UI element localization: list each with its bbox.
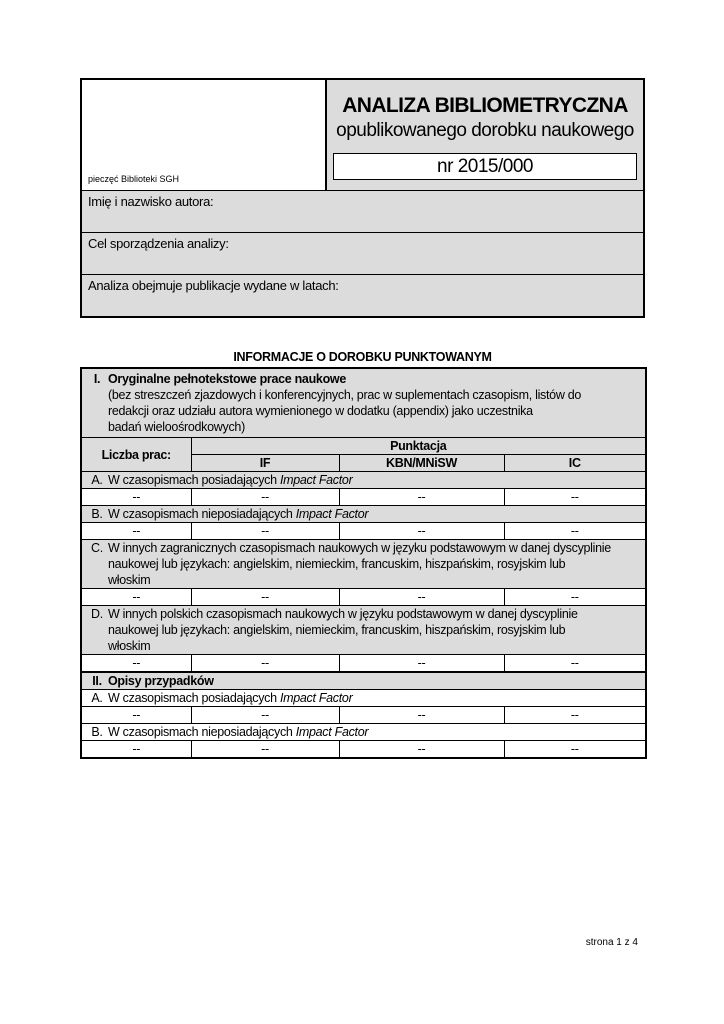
row-letter: A. — [91, 473, 103, 487]
row-letter: B. — [91, 725, 103, 739]
row-label-italic: Impact Factor — [279, 473, 353, 487]
value-cell[interactable]: -- — [504, 707, 646, 724]
row-label-line-3: włoskim — [108, 573, 151, 587]
value-cell[interactable]: -- — [191, 489, 339, 506]
value-cell[interactable]: -- — [339, 741, 504, 759]
row-label-line-2: naukowej lub językach: angielskim, niemieckim, francuskim, hiszpańskim, rosyjskim lub — [108, 623, 566, 637]
publication-years-field[interactable] — [82, 275, 643, 317]
author-name-field[interactable] — [82, 191, 643, 233]
row-letter: C. — [91, 541, 103, 555]
section-1-desc-line-3: badań wieloośrodkowych) — [108, 420, 245, 434]
stamp-label: pieczęć Biblioteki SGH — [88, 174, 180, 184]
document-title: ANALIZA BIBLIOMETRYCZNA — [342, 94, 628, 117]
value-cell[interactable]: -- — [339, 523, 504, 540]
value-cell[interactable]: -- — [504, 489, 646, 506]
section-2-row-b — [81, 724, 646, 741]
analysis-header-form — [80, 78, 645, 318]
section-2-row-b-values — [81, 741, 646, 759]
value-cell[interactable]: -- — [339, 707, 504, 724]
section-1-row-a-values — [81, 489, 646, 506]
section-title: INFORMACJE O DOROBKU PUNKTOWANYM — [233, 350, 492, 364]
section-1-row-c-values — [81, 589, 646, 606]
value-cell[interactable]: -- — [81, 655, 191, 673]
section-1-desc-line-1: (bez streszczeń zjazdowych i konferencyjnych, prac w suplementach czasopism, listów do — [108, 388, 582, 402]
section-2-header — [81, 672, 646, 690]
value-cell[interactable]: -- — [191, 707, 339, 724]
section-1-row-d — [81, 606, 646, 655]
section-1-numeral: I. — [93, 372, 101, 386]
kbn-column-header: KBN/MNiSW — [339, 455, 504, 472]
row-label-italic: Impact Factor — [295, 725, 369, 739]
analysis-purpose-field[interactable] — [82, 233, 643, 275]
analysis-number: nr 2015/000 — [333, 153, 637, 180]
section-1-row-a — [81, 472, 646, 489]
section-1-title: Oryginalne pełnotekstowe prace naukowe — [108, 372, 346, 386]
author-name-label: Imię i nazwisko autora: — [88, 194, 214, 209]
page-number: strona 1 z 4 — [585, 937, 638, 948]
value-cell[interactable]: -- — [191, 589, 339, 606]
library-stamp-area — [82, 80, 327, 191]
analysis-purpose-label: Cel sporządzenia analizy: — [88, 236, 229, 251]
row-label: W czasopismach posiadających — [108, 691, 280, 705]
value-cell[interactable]: -- — [81, 489, 191, 506]
section-1-row-d-values — [81, 655, 646, 673]
value-cell[interactable]: -- — [339, 655, 504, 673]
row-label-line-1: W innych zagranicznych czasopismach naukowych w języku podstawowym w danej dyscyplinie — [108, 541, 611, 555]
section-1-desc-line-2: redakcji oraz udziału autora wymienionego w dodatku (appendix) jako uczestnika — [108, 404, 533, 418]
row-label-line-2: naukowej lub językach: angielskim, niemieckim, francuskim, hiszpańskim, rosyjskim lub — [108, 557, 566, 571]
row-label-line-3: włoskim — [108, 639, 151, 653]
section-2-row-a — [81, 690, 646, 707]
section-2-row-a-values — [81, 707, 646, 724]
value-cell[interactable]: -- — [81, 523, 191, 540]
value-cell[interactable]: -- — [339, 489, 504, 506]
row-label-italic: Impact Factor — [279, 691, 353, 705]
row-label: W czasopismach posiadających — [108, 473, 280, 487]
value-cell[interactable]: -- — [191, 741, 339, 759]
scored-output-table — [80, 367, 647, 759]
row-label: W czasopismach nieposiadających — [108, 507, 296, 521]
section-1-row-b-values — [81, 523, 646, 540]
section-2-title: Opisy przypadków — [108, 674, 214, 688]
value-cell[interactable]: -- — [81, 589, 191, 606]
value-cell[interactable]: -- — [504, 655, 646, 673]
liczba-prac-header: Liczba prac: — [81, 438, 191, 472]
row-letter: B. — [91, 507, 103, 521]
section-2-numeral: II. — [92, 674, 102, 688]
row-label-line-1: W innych polskich czasopismach naukowych w języku podstawowym w danej dyscyplinie — [108, 607, 578, 621]
ic-column-header: IC — [504, 455, 646, 472]
column-header-row — [81, 438, 646, 455]
row-letter: A. — [91, 691, 103, 705]
value-cell[interactable]: -- — [504, 741, 646, 759]
value-cell[interactable]: -- — [504, 589, 646, 606]
row-letter: D. — [91, 607, 103, 621]
row-label-italic: Impact Factor — [295, 507, 369, 521]
punktacja-header: Punktacja — [191, 438, 646, 455]
document-subtitle: opublikowanego dorobku naukowego — [336, 120, 634, 141]
section-1-row-c — [81, 540, 646, 589]
value-cell[interactable]: -- — [81, 741, 191, 759]
value-cell[interactable]: -- — [191, 655, 339, 673]
publication-years-label: Analiza obejmuje publikacje wydane w latach: — [88, 278, 339, 293]
title-area — [327, 80, 643, 191]
row-label: W czasopismach nieposiadających — [108, 725, 296, 739]
value-cell[interactable]: -- — [81, 707, 191, 724]
value-cell[interactable]: -- — [504, 523, 646, 540]
section-1-header — [81, 368, 646, 438]
value-cell[interactable]: -- — [191, 523, 339, 540]
section-1-row-b — [81, 506, 646, 523]
if-column-header: IF — [191, 455, 339, 472]
value-cell[interactable]: -- — [339, 589, 504, 606]
